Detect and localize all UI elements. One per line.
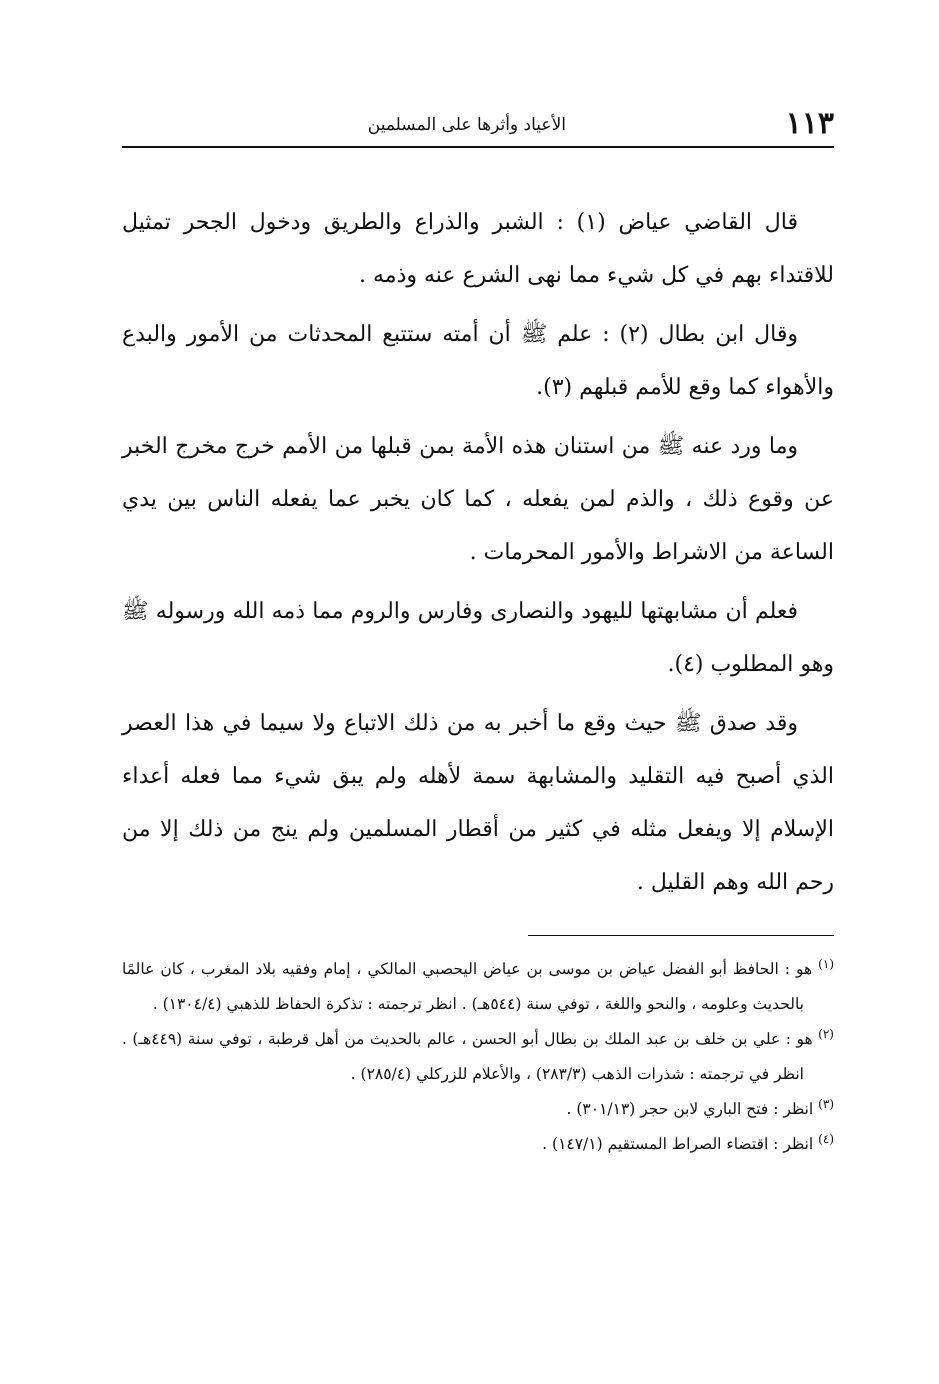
footnote-mark: (٤): [818, 1131, 834, 1146]
footnote-text: هو : علي بن خلف بن عبد الملك بن بطال أبو الحسن ، عالم بالحديث من أهل قرطبة ، توفي سنة (٤٤٩هـ) . انظر في ترجمته : شذرات الذهب (٢٨٣/٣) ، والأعلام للزركلي (٢٨٥/٤) .: [122, 1030, 813, 1083]
footnote: [122, 1022, 834, 1092]
body-text: [122, 196, 834, 915]
footnote-mark: (١): [818, 956, 834, 971]
page-number: ١١٣: [785, 106, 834, 141]
page-header: [122, 104, 834, 144]
footnote-text: انظر : فتح الباري لابن حجر (٣٠١/١٣) .: [566, 1100, 814, 1118]
footnote-separator: [528, 935, 834, 936]
footnote-text: هو : الحافظ أبو الفضل عياض بن موسى بن عياض اليحصبي المالكي ، إمام وفقيه بلاد المغرب ، كان عالمًا بالحديث وعلومه ، والنحو واللغة ، توفي سنة (٥٤٤هـ) . انظر ترجمته : تذكرة الحفاظ للذهبي (١٣٠٤/٤) .: [122, 960, 813, 1013]
header-rule: [122, 146, 834, 148]
footnote: [122, 1092, 834, 1127]
paragraph: فعلم أن مشابهتها لليهود والنصارى وفارس والروم مما ذمه الله ورسوله ﷺ وهو المطلوب (٤).: [122, 599, 834, 677]
footnote-text: انظر : اقتضاء الصراط المستقيم (١٤٧/١) .: [542, 1135, 814, 1153]
footnote: [122, 1127, 834, 1162]
footnotes: [122, 952, 834, 1162]
footnote: [122, 952, 834, 1022]
footnote-mark: (٢): [818, 1026, 834, 1041]
running-title: الأعياد وأثرها على المسلمين: [367, 115, 566, 135]
paragraph: قال القاضي عياض (١) : الشبر والذراع والطريق ودخول الجحر تمثيل للاقتداء بهم في كل شيء مما نهى الشرع عنه وذمه .: [122, 210, 834, 288]
paragraph: وقال ابن بطال (٢) : علم ﷺ أن أمته ستتبع المحدثات من الأمور والبدع والأهواء كما وقع للأمم قبلهم (٣).: [122, 322, 834, 400]
paragraph: وقد صدق ﷺ حيث وقع ما أخبر به من ذلك الاتباع ولا سيما في هذا العصر الذي أصبح فيه التقليد والمشابهة سمة لأهله ولم يبق شيء مما فعله أعداء الإسلام إلا ويفعل مثله في كثير من أقطار المسلمين ولم ينج من ذلك إلا من رحم الله وهم القليل .: [122, 711, 834, 895]
footnote-mark: (٣): [818, 1096, 834, 1111]
paragraph: وما ورد عنه ﷺ من استنان هذه الأمة بمن قبلها من الأمم خرج مخرج الخبر عن وقوع ذلك ، والذم لمن يفعله ، كما كان يخبر عما يفعله الناس بين يدي الساعة من الاشراط والأمور المحرمات .: [122, 434, 834, 565]
